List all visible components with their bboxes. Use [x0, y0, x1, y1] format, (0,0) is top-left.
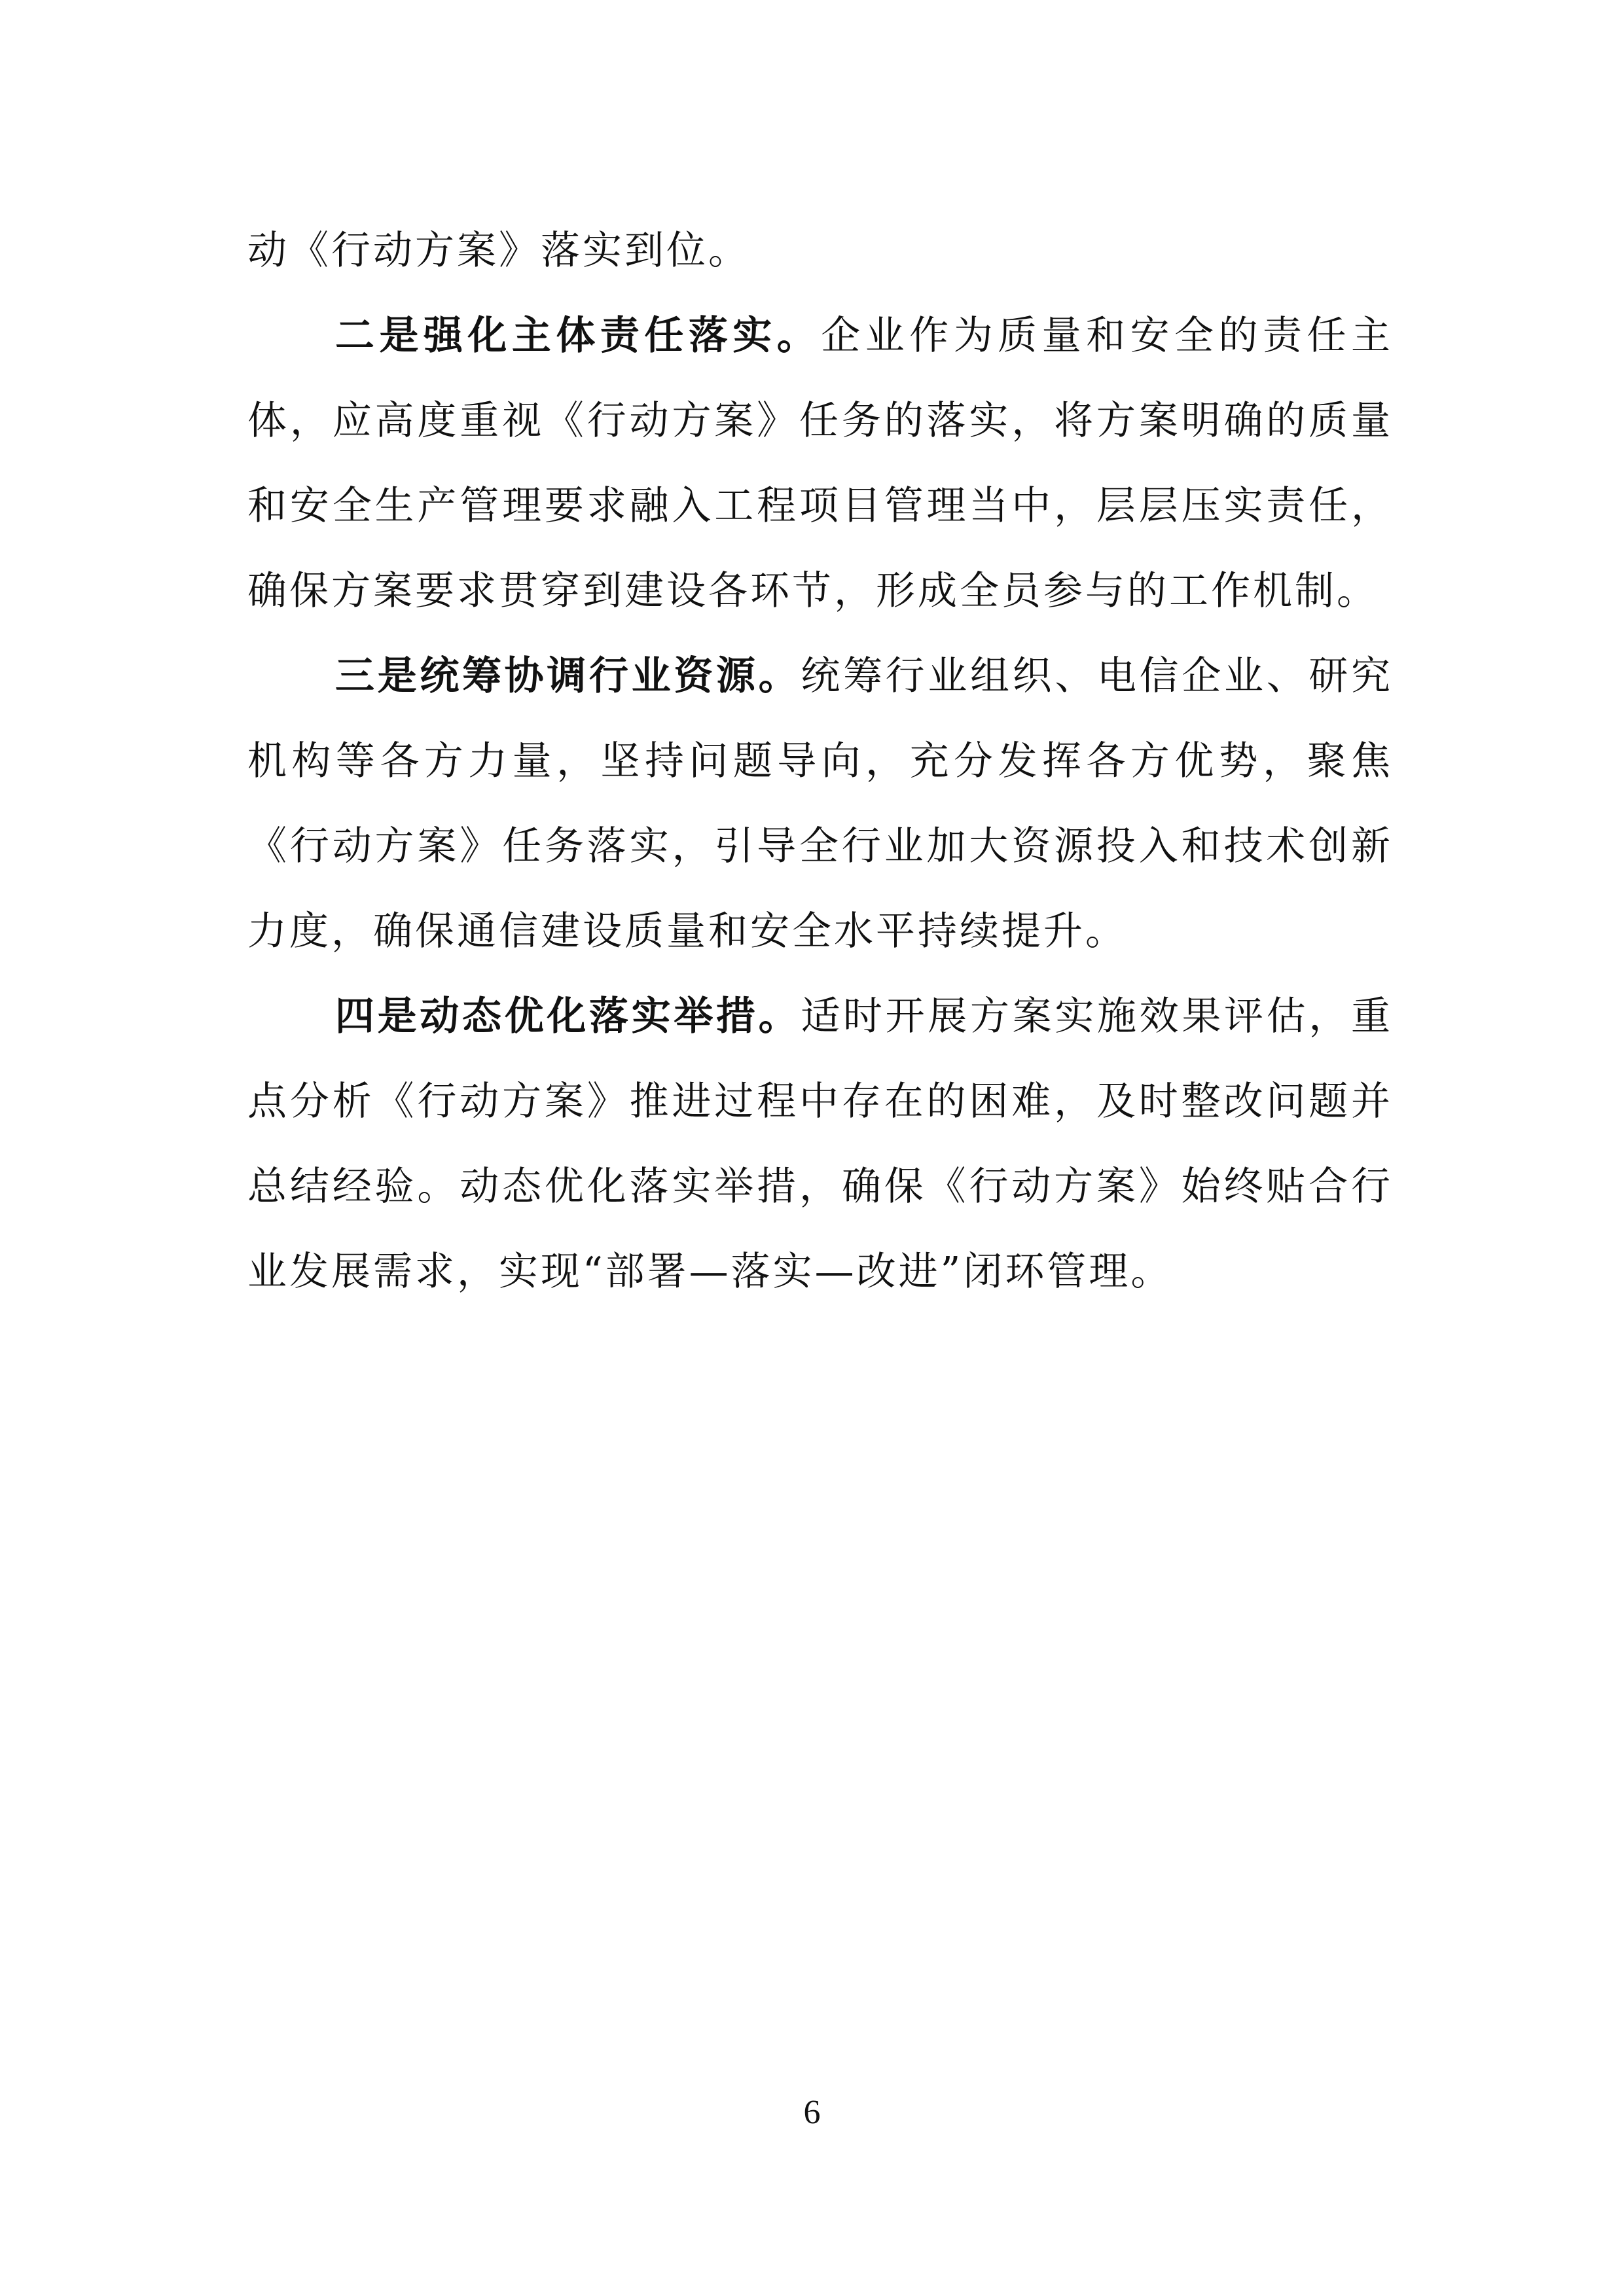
- paragraph-heading: 四是动态优化落实举措。: [335, 994, 801, 1039]
- paragraph-heading: 三是统筹协调行业资源。: [335, 653, 801, 699]
- paragraph-coordinate-resources: [247, 634, 1393, 974]
- paragraph-text: 适时开展方案实施效果评估，重点分析《行动方案》推进过程中存在的困难，及时整改问题并总结经验。动态优化落实举措，确保《行动方案》始终贴合行业发展需求，实现“部署—落实—改进”闭环管理。: [247, 994, 1394, 1295]
- paragraph-text: 企业作为质量和安全的责任主体，应高度重视《行动方案》任务的落实，将方案明确的质量和安全生产管理要求融入工程项目管理当中，层层压实责任，确保方案要求贯穿到建设各环节，形成全员参与的工作机制。: [247, 313, 1394, 614]
- paragraph-main-responsibility: [247, 293, 1393, 634]
- paragraph-text: 统筹行业组织、电信企业、研究机构等各方力量，坚持问题导向，充分发挥各方优势，聚焦《行动方案》任务落实，引导全行业加大资源投入和技术创新力度，确保通信建设质量和安全水平持续提升。: [247, 653, 1394, 954]
- paragraph-continuation: [247, 208, 1393, 293]
- page-number: 6: [803, 2094, 821, 2131]
- paragraph-dynamic-optimization: [247, 974, 1393, 1314]
- document-body: [247, 208, 1393, 1314]
- paragraph-heading: 二是强化主体责任落实。: [335, 313, 821, 359]
- paragraph-text: 动《行动方案》落实到位。: [247, 228, 750, 274]
